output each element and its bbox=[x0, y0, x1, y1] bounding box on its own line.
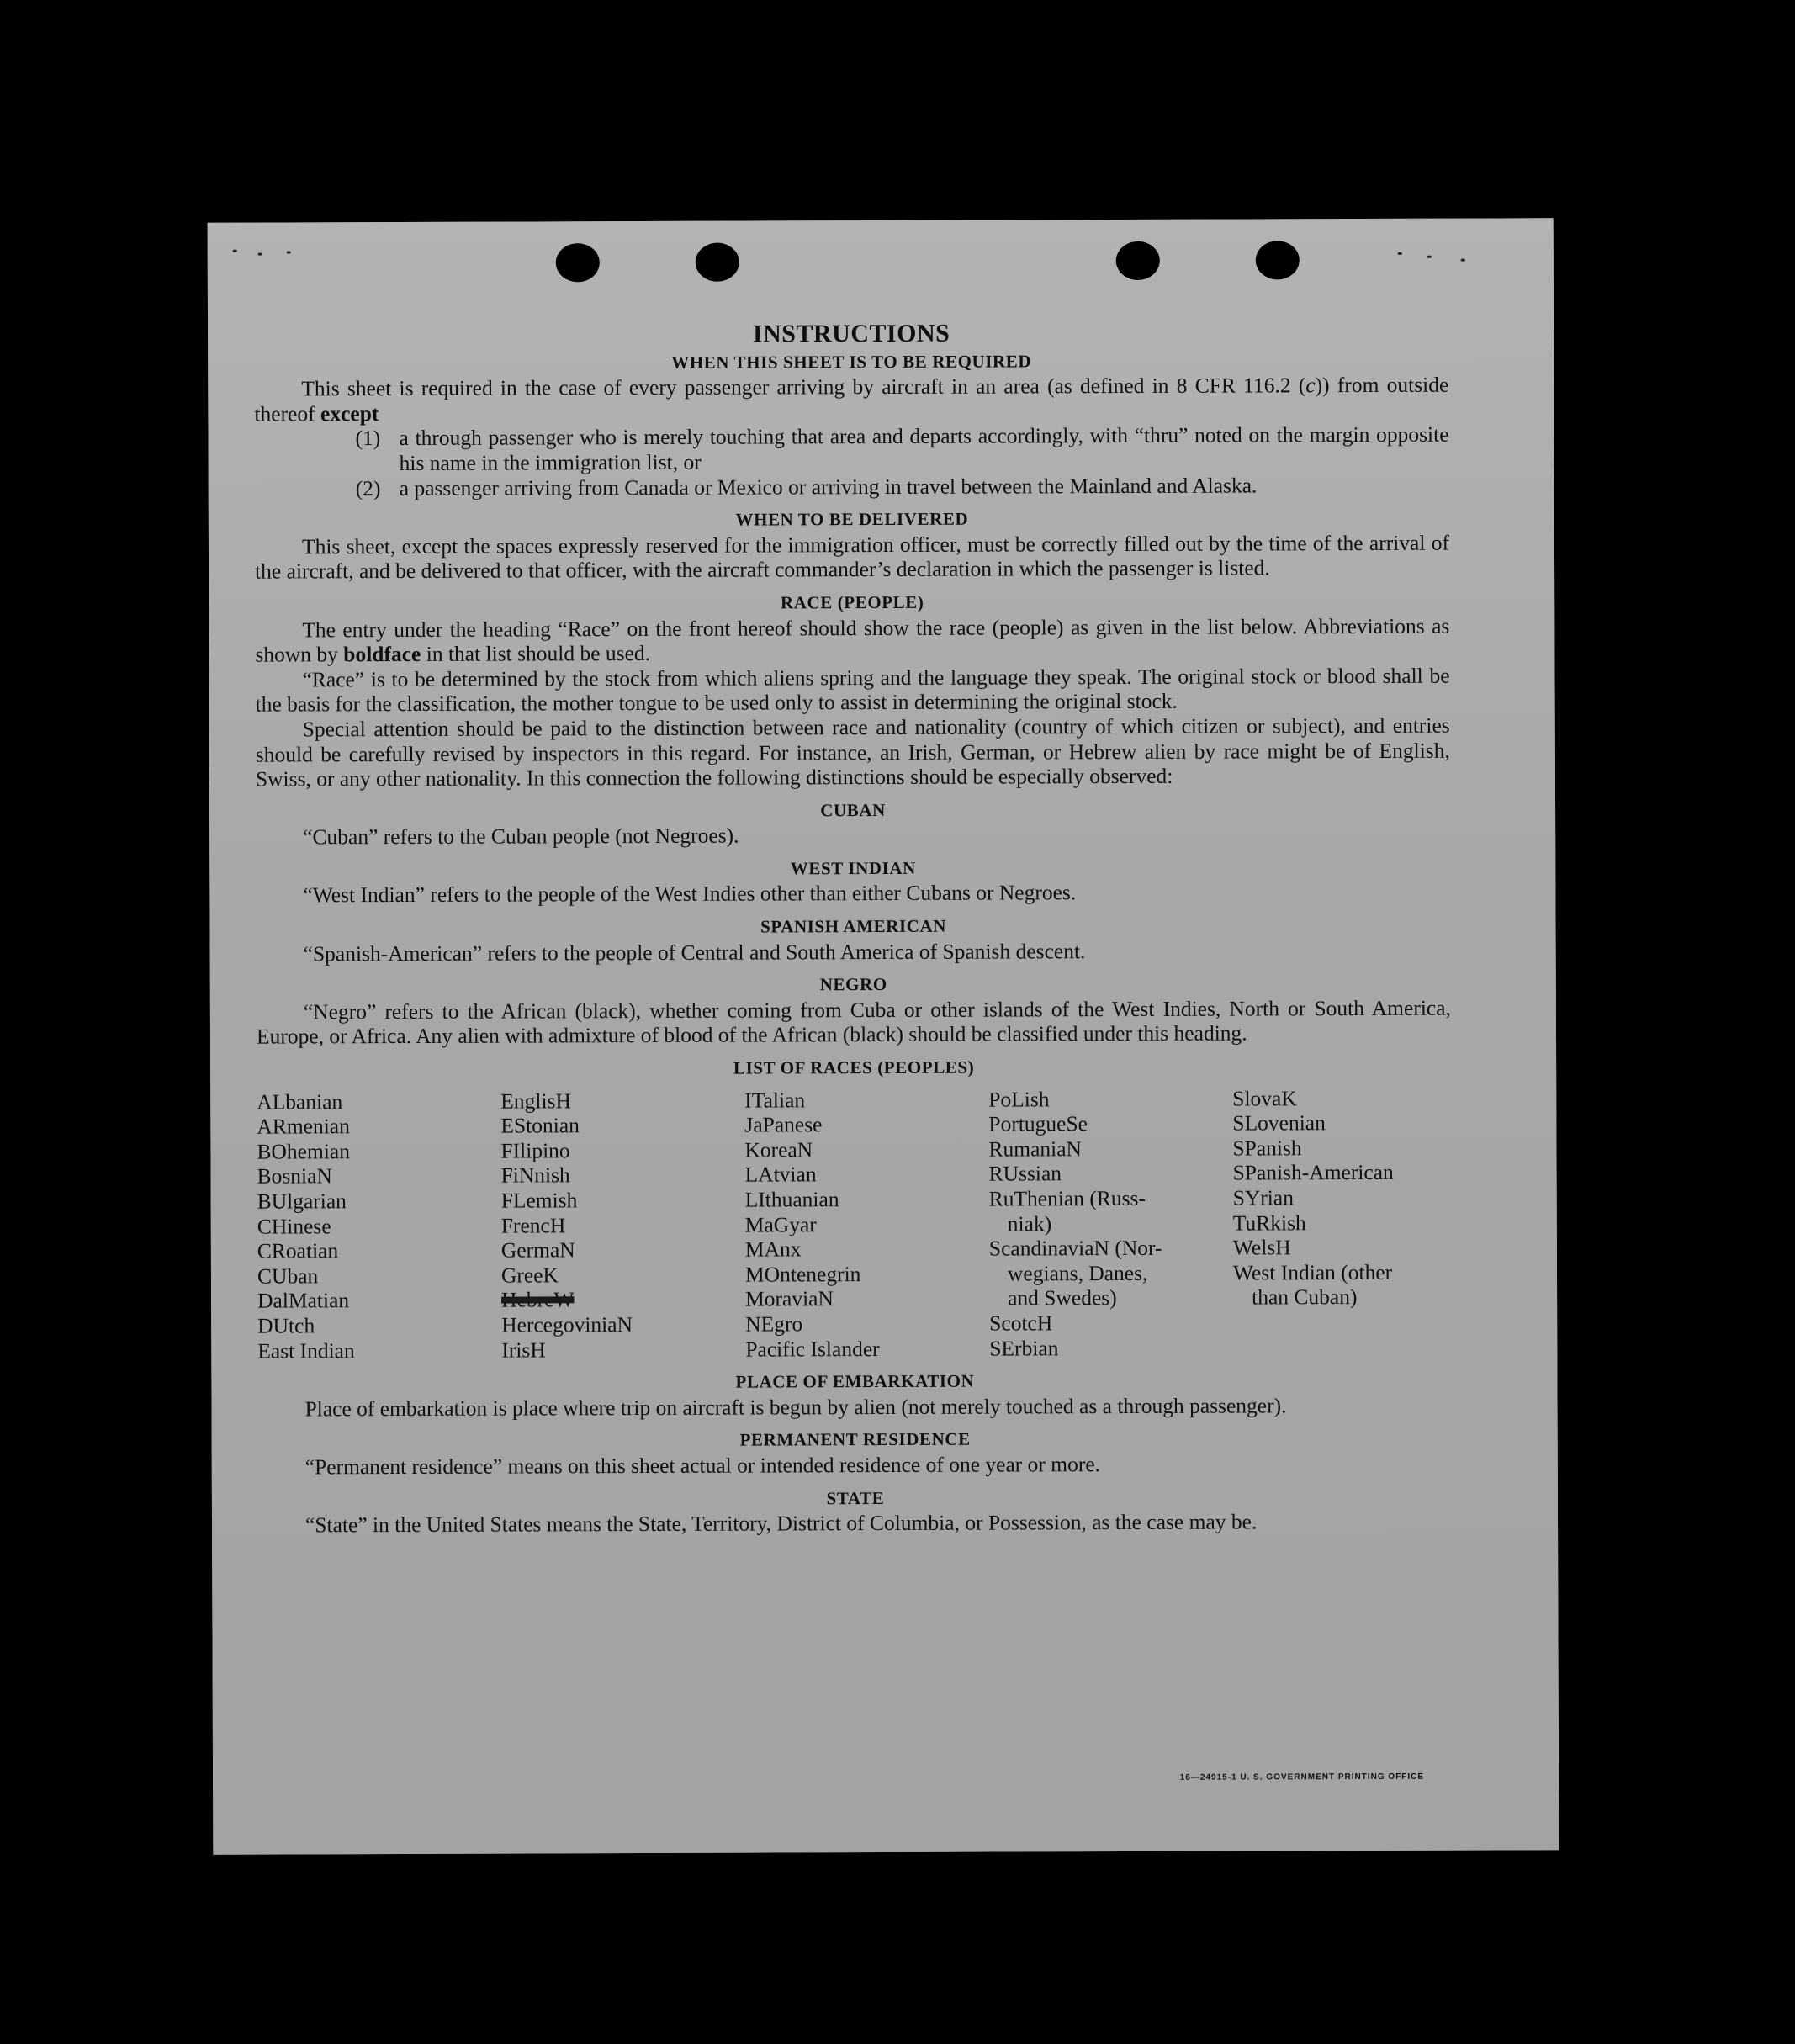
race-item-struck-out: HebreW bbox=[501, 1287, 575, 1312]
race-item: FrencH bbox=[500, 1212, 566, 1238]
heading-cuban: CUBAN bbox=[820, 799, 886, 820]
race-paragraph-2: “Race” is to be determined by the stock from which aliens spring and the language they speak. The original stock or blood shall be the basis for the classification, the mother tongue to be used only to assist in determining the original stock. bbox=[255, 663, 1450, 717]
race-column bbox=[1232, 1085, 1452, 1359]
race-item: West Indian (other bbox=[1232, 1259, 1393, 1285]
race-item: EStonian bbox=[500, 1113, 580, 1138]
race-item: EnglisH bbox=[500, 1088, 571, 1114]
heading-state: STATE bbox=[826, 1487, 885, 1508]
race-item: MaGyar bbox=[744, 1211, 817, 1237]
race-item: CUban bbox=[257, 1263, 319, 1289]
race-item: NEgro bbox=[745, 1311, 803, 1337]
exception-item: (1) a through passenger who is merely touching that area and departs accordingly, with “thru” noted on the margin opposite his name in the immigration list, or bbox=[355, 422, 1449, 475]
delivered-paragraph: This sheet, except the spaces expressly reserved for the immigration officer, must be correctly filled out by the time of the arrival of the aircraft, and be delivered to that officer, with the aircraft commander’s declaration in which the passenger is listed. bbox=[255, 530, 1450, 584]
race-item-continued: niak) bbox=[1007, 1210, 1052, 1236]
race-item: MAnx bbox=[744, 1236, 802, 1262]
heading-list-of-races: LIST OF RACES (PEOPLES) bbox=[733, 1056, 975, 1078]
race-item: SErbian bbox=[989, 1335, 1059, 1361]
race-item: ITalian bbox=[744, 1087, 806, 1113]
race-item: FiNnish bbox=[500, 1162, 570, 1188]
residence-paragraph: “Permanent residence” means on this sheet actual or intended residence of one year or more. bbox=[304, 1452, 1101, 1480]
negro-paragraph: “Negro” refers to the African (black), whether coming from Cuba or other islands of the West Indies, North or South America, Europe, or Africa. Any alien with admixture of blood of the African (black) should be classified under this heading. bbox=[256, 995, 1451, 1050]
race-item: LAtvian bbox=[744, 1162, 817, 1187]
race-item: FIlipino bbox=[500, 1138, 570, 1163]
race-item: FLemish bbox=[500, 1188, 578, 1213]
race-item: SlovaK bbox=[1232, 1085, 1297, 1111]
instruction-sheet bbox=[208, 218, 1559, 1855]
race-item: BOhemian bbox=[257, 1139, 351, 1164]
race-item: SYrian bbox=[1232, 1185, 1294, 1210]
heading-race: RACE (PEOPLE) bbox=[780, 591, 924, 613]
race-item: MoraviaN bbox=[745, 1286, 834, 1311]
speck bbox=[1427, 256, 1432, 258]
race-item: HercegoviniaN bbox=[501, 1312, 633, 1337]
cuban-paragraph: “Cuban” refers to the Cuban people (not Negroes). bbox=[303, 823, 739, 850]
race-item: ALbanian bbox=[257, 1088, 343, 1115]
race-item: GermaN bbox=[500, 1237, 575, 1263]
speck bbox=[287, 251, 291, 253]
race-item-continued: and Swedes) bbox=[1008, 1285, 1117, 1311]
race-item: Pacific Islander bbox=[745, 1336, 880, 1362]
heading-negro: NEGRO bbox=[819, 974, 887, 995]
race-item: ScotcH bbox=[989, 1311, 1053, 1336]
speck bbox=[1398, 252, 1402, 255]
race-list bbox=[257, 1085, 1452, 1363]
race-paragraph-1: The entry under the heading “Race” on the front hereof should show the race (people) as given in the list below. Abbreviations as shown by boldface in that list should be used. bbox=[255, 613, 1450, 667]
punch-hole bbox=[556, 243, 600, 282]
race-item: KoreaN bbox=[744, 1137, 813, 1162]
race-item: GreeK bbox=[500, 1263, 559, 1288]
race-item: ScandinaviaN (Nor- bbox=[988, 1236, 1162, 1261]
speck bbox=[233, 250, 237, 252]
exception-item: (2) a passenger arriving from Canada or Mexico or arriving in travel between the Mainland and Alaska. bbox=[355, 473, 1258, 500]
race-item: SLovenian bbox=[1232, 1110, 1326, 1136]
race-item: WelsH bbox=[1232, 1235, 1291, 1260]
heading-when-delivered: WHEN TO BE DELIVERED bbox=[735, 508, 969, 530]
race-item: SPanish-American bbox=[1232, 1160, 1394, 1185]
race-item: PoLish bbox=[988, 1086, 1050, 1112]
race-paragraph-3: Special attention should be paid to the distinction between race and nationality (country of which citizen or subject), and entries should be carefully revised by inspectors in this regard. For instance, an Irish, German, or Hebrew alien by race might be of English, Swiss, or any other nationality. In this connection the following distinctions should be especially observed: bbox=[255, 712, 1450, 792]
race-column bbox=[500, 1088, 745, 1363]
race-item: JaPanese bbox=[744, 1112, 823, 1137]
race-item: CHinese bbox=[257, 1213, 331, 1239]
race-item: TuRkish bbox=[1232, 1210, 1306, 1236]
heading-embarkation: PLACE OF EMBARKATION bbox=[735, 1370, 975, 1392]
instructions-body bbox=[254, 320, 1453, 1538]
punch-hole bbox=[1256, 241, 1300, 279]
race-item: MOntenegrin bbox=[744, 1261, 861, 1287]
race-item: SPanish bbox=[1232, 1136, 1302, 1161]
race-column bbox=[257, 1088, 501, 1364]
race-item: BUlgarian bbox=[257, 1189, 347, 1214]
heading-west-indian: WEST INDIAN bbox=[790, 857, 916, 879]
race-item: ARmenian bbox=[257, 1114, 350, 1139]
spanish-american-paragraph: “Spanish-American” refers to the people of Central and South America of Spanish descent. bbox=[303, 938, 1086, 966]
race-item: RUssian bbox=[988, 1161, 1062, 1186]
race-item: DalMatian bbox=[257, 1288, 350, 1313]
embarkation-paragraph: Place of embarkation is place where trip on aircraft is begun by alien (not merely touched as a through passenger). bbox=[304, 1393, 1287, 1422]
printing-office-code: 16—24915-1 U. S. GOVERNMENT PRINTING OFFICE bbox=[1179, 1771, 1425, 1782]
race-item-continued: wegians, Danes, bbox=[1007, 1260, 1148, 1286]
punch-hole bbox=[696, 243, 739, 282]
race-item: CRoatian bbox=[257, 1238, 339, 1263]
heading-when-required: WHEN THIS SHEET IS TO BE REQUIRED bbox=[671, 350, 1032, 373]
race-item: IrisH bbox=[501, 1337, 546, 1363]
race-item: East Indian bbox=[257, 1337, 355, 1364]
race-column bbox=[988, 1086, 1233, 1361]
when-required-paragraph: This sheet is required in the case of every passenger arriving by aircraft in an area (as defined in 8 CFR 116.2 (c)) from outside thereof except bbox=[254, 372, 1449, 426]
heading-permanent-residence: PERMANENT RESIDENCE bbox=[739, 1428, 971, 1450]
race-item-continued: than Cuban) bbox=[1252, 1284, 1358, 1310]
heading-spanish-american: SPANISH AMERICAN bbox=[760, 915, 947, 937]
race-item: LIthuanian bbox=[744, 1187, 839, 1212]
race-item: BosniaN bbox=[257, 1163, 332, 1189]
race-item: PortugueSe bbox=[988, 1111, 1088, 1136]
race-item: RumaniaN bbox=[988, 1136, 1083, 1162]
west-indian-paragraph: “West Indian” refers to the people of the West Indies other than either Cubans or Negroes. bbox=[303, 880, 1077, 908]
punch-hole bbox=[1116, 241, 1160, 280]
state-paragraph: “State” in the United States means the State, Territory, District of Columbia, or Possession, as the case may be. bbox=[304, 1509, 1258, 1538]
race-column bbox=[744, 1087, 989, 1362]
page-title: INSTRUCTIONS bbox=[752, 319, 950, 348]
speck bbox=[258, 253, 262, 256]
race-item: DUtch bbox=[257, 1313, 315, 1338]
race-item: RuThenian (Russ- bbox=[988, 1185, 1146, 1211]
speck bbox=[1461, 259, 1465, 262]
